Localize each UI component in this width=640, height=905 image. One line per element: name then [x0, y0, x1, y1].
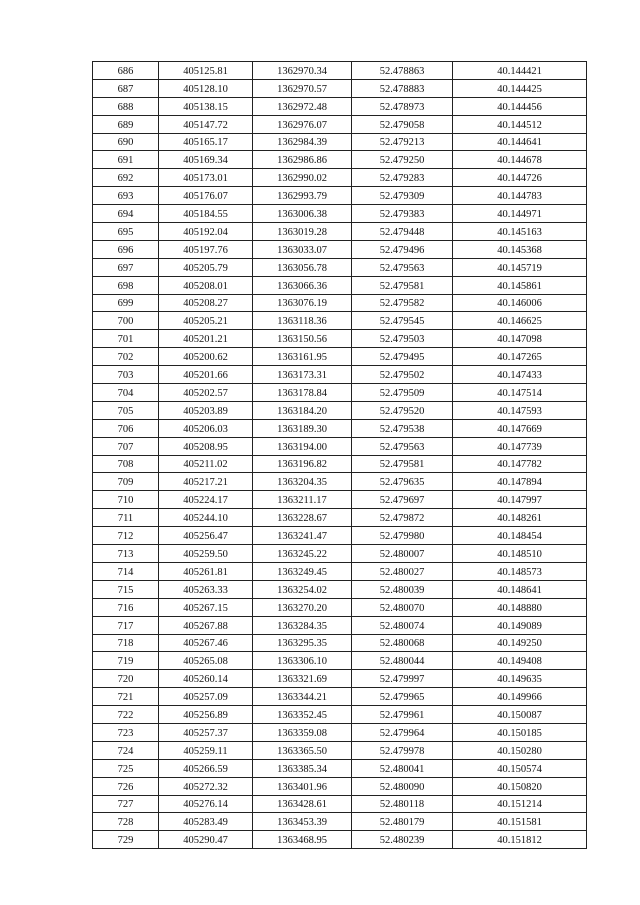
point-number-cell: 688	[93, 97, 159, 115]
x-coordinate-cell: 405200.62	[159, 348, 253, 366]
table-row	[93, 759, 587, 777]
x-coordinate-cell: 405256.89	[159, 706, 253, 724]
y-coordinate-cell: 1362972.48	[253, 97, 352, 115]
table-row	[93, 580, 587, 598]
longitude-cell: 40.144783	[453, 187, 587, 205]
y-coordinate-cell: 1363150.56	[253, 330, 352, 348]
x-coordinate-cell: 405138.15	[159, 97, 253, 115]
y-coordinate-cell: 1362990.02	[253, 169, 352, 187]
latitude-cell: 52.480068	[352, 634, 453, 652]
longitude-cell: 40.145719	[453, 258, 587, 276]
point-number-cell: 719	[93, 652, 159, 670]
point-number-cell: 729	[93, 831, 159, 849]
latitude-cell: 52.479520	[352, 401, 453, 419]
y-coordinate-cell: 1363352.45	[253, 706, 352, 724]
longitude-cell: 40.149250	[453, 634, 587, 652]
table-row	[93, 795, 587, 813]
y-coordinate-cell: 1363189.30	[253, 419, 352, 437]
x-coordinate-cell: 405267.15	[159, 598, 253, 616]
latitude-cell: 52.479978	[352, 741, 453, 759]
x-coordinate-cell: 405208.27	[159, 294, 253, 312]
table-row	[93, 545, 587, 563]
latitude-cell: 52.480118	[352, 795, 453, 813]
table-row	[93, 562, 587, 580]
latitude-cell: 52.479581	[352, 455, 453, 473]
latitude-cell: 52.479495	[352, 348, 453, 366]
table-row	[93, 670, 587, 688]
table-row	[93, 634, 587, 652]
longitude-cell: 40.144971	[453, 205, 587, 223]
longitude-cell: 40.150574	[453, 759, 587, 777]
table-row	[93, 330, 587, 348]
x-coordinate-cell: 405128.10	[159, 79, 253, 97]
y-coordinate-cell: 1363249.45	[253, 562, 352, 580]
x-coordinate-cell: 405201.21	[159, 330, 253, 348]
table-row	[93, 312, 587, 330]
latitude-cell: 52.479997	[352, 670, 453, 688]
longitude-cell: 40.144678	[453, 151, 587, 169]
latitude-cell: 52.479502	[352, 366, 453, 384]
y-coordinate-cell: 1363178.84	[253, 384, 352, 402]
x-coordinate-cell: 405260.14	[159, 670, 253, 688]
point-number-cell: 689	[93, 115, 159, 133]
point-number-cell: 716	[93, 598, 159, 616]
longitude-cell: 40.148454	[453, 527, 587, 545]
x-coordinate-cell: 405208.95	[159, 437, 253, 455]
point-number-cell: 714	[93, 562, 159, 580]
x-coordinate-cell: 405176.07	[159, 187, 253, 205]
table-row	[93, 491, 587, 509]
table-row	[93, 598, 587, 616]
longitude-cell: 40.150087	[453, 706, 587, 724]
latitude-cell: 52.479582	[352, 294, 453, 312]
y-coordinate-cell: 1363228.67	[253, 509, 352, 527]
x-coordinate-cell: 405211.02	[159, 455, 253, 473]
table-row	[93, 741, 587, 759]
point-number-cell: 693	[93, 187, 159, 205]
latitude-cell: 52.480007	[352, 545, 453, 563]
longitude-cell: 40.147433	[453, 366, 587, 384]
longitude-cell: 40.146006	[453, 294, 587, 312]
y-coordinate-cell: 1363076.19	[253, 294, 352, 312]
latitude-cell: 52.479563	[352, 258, 453, 276]
table-row	[93, 437, 587, 455]
latitude-cell: 52.479872	[352, 509, 453, 527]
point-number-cell: 707	[93, 437, 159, 455]
y-coordinate-cell: 1363306.10	[253, 652, 352, 670]
x-coordinate-cell: 405205.79	[159, 258, 253, 276]
point-number-cell: 705	[93, 401, 159, 419]
y-coordinate-cell: 1363173.31	[253, 366, 352, 384]
table-row	[93, 223, 587, 241]
point-number-cell: 704	[93, 384, 159, 402]
latitude-cell: 52.479563	[352, 437, 453, 455]
x-coordinate-cell: 405272.32	[159, 777, 253, 795]
point-number-cell: 691	[93, 151, 159, 169]
point-number-cell: 694	[93, 205, 159, 223]
point-number-cell: 710	[93, 491, 159, 509]
latitude-cell: 52.480179	[352, 813, 453, 831]
point-number-cell: 727	[93, 795, 159, 813]
table-row	[93, 723, 587, 741]
longitude-cell: 40.148880	[453, 598, 587, 616]
y-coordinate-cell: 1363245.22	[253, 545, 352, 563]
latitude-cell: 52.479383	[352, 205, 453, 223]
longitude-cell: 40.144425	[453, 79, 587, 97]
latitude-cell: 52.480039	[352, 580, 453, 598]
x-coordinate-cell: 405257.37	[159, 723, 253, 741]
point-number-cell: 717	[93, 616, 159, 634]
latitude-cell: 52.479250	[352, 151, 453, 169]
x-coordinate-cell: 405259.50	[159, 545, 253, 563]
longitude-cell: 40.151214	[453, 795, 587, 813]
longitude-cell: 40.150280	[453, 741, 587, 759]
y-coordinate-cell: 1362970.34	[253, 62, 352, 80]
table-row	[93, 79, 587, 97]
table-row	[93, 616, 587, 634]
table-row	[93, 473, 587, 491]
y-coordinate-cell: 1363019.28	[253, 223, 352, 241]
latitude-cell: 52.479283	[352, 169, 453, 187]
latitude-cell: 52.478863	[352, 62, 453, 80]
longitude-cell: 40.147593	[453, 401, 587, 419]
table-row	[93, 831, 587, 849]
table-row	[93, 348, 587, 366]
table-row	[93, 419, 587, 437]
longitude-cell: 40.148510	[453, 545, 587, 563]
y-coordinate-cell: 1363184.20	[253, 401, 352, 419]
point-number-cell: 687	[93, 79, 159, 97]
longitude-cell: 40.147782	[453, 455, 587, 473]
y-coordinate-cell: 1363066.36	[253, 276, 352, 294]
table-row	[93, 455, 587, 473]
point-number-cell: 724	[93, 741, 159, 759]
latitude-cell: 52.479509	[352, 384, 453, 402]
table-row	[93, 384, 587, 402]
latitude-cell: 52.480027	[352, 562, 453, 580]
longitude-cell: 40.144421	[453, 62, 587, 80]
latitude-cell: 52.479448	[352, 223, 453, 241]
latitude-cell: 52.479965	[352, 688, 453, 706]
point-number-cell: 690	[93, 133, 159, 151]
table-row	[93, 777, 587, 795]
y-coordinate-cell: 1363344.21	[253, 688, 352, 706]
longitude-cell: 40.147739	[453, 437, 587, 455]
longitude-cell: 40.144726	[453, 169, 587, 187]
table-row	[93, 276, 587, 294]
longitude-cell: 40.146625	[453, 312, 587, 330]
point-number-cell: 696	[93, 240, 159, 258]
longitude-cell: 40.145861	[453, 276, 587, 294]
latitude-cell: 52.479961	[352, 706, 453, 724]
point-number-cell: 711	[93, 509, 159, 527]
x-coordinate-cell: 405202.57	[159, 384, 253, 402]
x-coordinate-cell: 405290.47	[159, 831, 253, 849]
table-row	[93, 258, 587, 276]
x-coordinate-cell: 405192.04	[159, 223, 253, 241]
x-coordinate-cell: 405267.46	[159, 634, 253, 652]
longitude-cell: 40.149408	[453, 652, 587, 670]
table-row	[93, 169, 587, 187]
y-coordinate-cell: 1363161.95	[253, 348, 352, 366]
latitude-cell: 52.478973	[352, 97, 453, 115]
x-coordinate-cell: 405165.17	[159, 133, 253, 151]
y-coordinate-cell: 1362976.07	[253, 115, 352, 133]
x-coordinate-cell: 405265.08	[159, 652, 253, 670]
y-coordinate-cell: 1363194.00	[253, 437, 352, 455]
longitude-cell: 40.144512	[453, 115, 587, 133]
point-number-cell: 708	[93, 455, 159, 473]
table-row	[93, 62, 587, 80]
y-coordinate-cell: 1363428.61	[253, 795, 352, 813]
y-coordinate-cell: 1363254.02	[253, 580, 352, 598]
y-coordinate-cell: 1363359.08	[253, 723, 352, 741]
point-number-cell: 701	[93, 330, 159, 348]
point-number-cell: 721	[93, 688, 159, 706]
longitude-cell: 40.148641	[453, 580, 587, 598]
point-number-cell: 700	[93, 312, 159, 330]
point-number-cell: 695	[93, 223, 159, 241]
point-number-cell: 692	[93, 169, 159, 187]
point-number-cell: 728	[93, 813, 159, 831]
x-coordinate-cell: 405283.49	[159, 813, 253, 831]
longitude-cell: 40.148573	[453, 562, 587, 580]
latitude-cell: 52.480044	[352, 652, 453, 670]
longitude-cell: 40.147265	[453, 348, 587, 366]
table-row	[93, 706, 587, 724]
y-coordinate-cell: 1363196.82	[253, 455, 352, 473]
y-coordinate-cell: 1363295.35	[253, 634, 352, 652]
x-coordinate-cell: 405208.01	[159, 276, 253, 294]
longitude-cell: 40.151581	[453, 813, 587, 831]
x-coordinate-cell: 405206.03	[159, 419, 253, 437]
point-number-cell: 703	[93, 366, 159, 384]
latitude-cell: 52.480239	[352, 831, 453, 849]
latitude-cell: 52.479964	[352, 723, 453, 741]
longitude-cell: 40.147514	[453, 384, 587, 402]
table-row	[93, 240, 587, 258]
table-row	[93, 688, 587, 706]
latitude-cell: 52.479503	[352, 330, 453, 348]
longitude-cell: 40.149966	[453, 688, 587, 706]
y-coordinate-cell: 1362986.86	[253, 151, 352, 169]
latitude-cell: 52.479496	[352, 240, 453, 258]
longitude-cell: 40.149635	[453, 670, 587, 688]
latitude-cell: 52.479697	[352, 491, 453, 509]
x-coordinate-cell: 405173.01	[159, 169, 253, 187]
longitude-cell: 40.147894	[453, 473, 587, 491]
point-number-cell: 725	[93, 759, 159, 777]
table-row	[93, 205, 587, 223]
x-coordinate-cell: 405205.21	[159, 312, 253, 330]
y-coordinate-cell: 1363453.39	[253, 813, 352, 831]
table-row	[93, 652, 587, 670]
longitude-cell: 40.144641	[453, 133, 587, 151]
x-coordinate-cell: 405197.76	[159, 240, 253, 258]
x-coordinate-cell: 405217.21	[159, 473, 253, 491]
x-coordinate-cell: 405224.17	[159, 491, 253, 509]
point-number-cell: 720	[93, 670, 159, 688]
x-coordinate-cell: 405203.89	[159, 401, 253, 419]
longitude-cell: 40.147997	[453, 491, 587, 509]
point-number-cell: 699	[93, 294, 159, 312]
point-number-cell: 722	[93, 706, 159, 724]
latitude-cell: 52.479980	[352, 527, 453, 545]
y-coordinate-cell: 1363284.35	[253, 616, 352, 634]
coordinates-table-body	[93, 62, 587, 849]
point-number-cell: 698	[93, 276, 159, 294]
x-coordinate-cell: 405261.81	[159, 562, 253, 580]
y-coordinate-cell: 1363211.17	[253, 491, 352, 509]
latitude-cell: 52.479545	[352, 312, 453, 330]
y-coordinate-cell: 1363006.38	[253, 205, 352, 223]
latitude-cell: 52.479213	[352, 133, 453, 151]
longitude-cell: 40.150820	[453, 777, 587, 795]
y-coordinate-cell: 1363241.47	[253, 527, 352, 545]
table-row	[93, 133, 587, 151]
point-number-cell: 709	[93, 473, 159, 491]
y-coordinate-cell: 1363385.34	[253, 759, 352, 777]
table-row	[93, 187, 587, 205]
longitude-cell: 40.144456	[453, 97, 587, 115]
point-number-cell: 686	[93, 62, 159, 80]
longitude-cell: 40.147669	[453, 419, 587, 437]
table-row	[93, 151, 587, 169]
longitude-cell: 40.151812	[453, 831, 587, 849]
y-coordinate-cell: 1363204.35	[253, 473, 352, 491]
latitude-cell: 52.480041	[352, 759, 453, 777]
y-coordinate-cell: 1363365.50	[253, 741, 352, 759]
point-number-cell: 702	[93, 348, 159, 366]
latitude-cell: 52.480074	[352, 616, 453, 634]
latitude-cell: 52.479581	[352, 276, 453, 294]
y-coordinate-cell: 1362970.57	[253, 79, 352, 97]
point-number-cell: 723	[93, 723, 159, 741]
x-coordinate-cell: 405267.88	[159, 616, 253, 634]
table-row	[93, 509, 587, 527]
y-coordinate-cell: 1363321.69	[253, 670, 352, 688]
table-row	[93, 813, 587, 831]
point-number-cell: 718	[93, 634, 159, 652]
latitude-cell: 52.479309	[352, 187, 453, 205]
x-coordinate-cell: 405263.33	[159, 580, 253, 598]
longitude-cell: 40.145163	[453, 223, 587, 241]
latitude-cell: 52.478883	[352, 79, 453, 97]
y-coordinate-cell: 1362984.39	[253, 133, 352, 151]
latitude-cell: 52.479058	[352, 115, 453, 133]
x-coordinate-cell: 405201.66	[159, 366, 253, 384]
y-coordinate-cell: 1363033.07	[253, 240, 352, 258]
point-number-cell: 726	[93, 777, 159, 795]
x-coordinate-cell: 405169.34	[159, 151, 253, 169]
latitude-cell: 52.480090	[352, 777, 453, 795]
x-coordinate-cell: 405125.81	[159, 62, 253, 80]
point-number-cell: 715	[93, 580, 159, 598]
x-coordinate-cell: 405244.10	[159, 509, 253, 527]
table-row	[93, 115, 587, 133]
longitude-cell: 40.149089	[453, 616, 587, 634]
coordinates-table	[92, 61, 587, 849]
table-row	[93, 401, 587, 419]
y-coordinate-cell: 1363270.20	[253, 598, 352, 616]
y-coordinate-cell: 1363468.95	[253, 831, 352, 849]
table-row	[93, 527, 587, 545]
y-coordinate-cell: 1363401.96	[253, 777, 352, 795]
longitude-cell: 40.148261	[453, 509, 587, 527]
y-coordinate-cell: 1362993.79	[253, 187, 352, 205]
latitude-cell: 52.479538	[352, 419, 453, 437]
longitude-cell: 40.145368	[453, 240, 587, 258]
point-number-cell: 712	[93, 527, 159, 545]
longitude-cell: 40.150185	[453, 723, 587, 741]
table-row	[93, 97, 587, 115]
longitude-cell: 40.147098	[453, 330, 587, 348]
y-coordinate-cell: 1363056.78	[253, 258, 352, 276]
x-coordinate-cell: 405256.47	[159, 527, 253, 545]
y-coordinate-cell: 1363118.36	[253, 312, 352, 330]
latitude-cell: 52.480070	[352, 598, 453, 616]
x-coordinate-cell: 405147.72	[159, 115, 253, 133]
x-coordinate-cell: 405184.55	[159, 205, 253, 223]
point-number-cell: 706	[93, 419, 159, 437]
table-row	[93, 366, 587, 384]
point-number-cell: 697	[93, 258, 159, 276]
latitude-cell: 52.479635	[352, 473, 453, 491]
point-number-cell: 713	[93, 545, 159, 563]
x-coordinate-cell: 405266.59	[159, 759, 253, 777]
x-coordinate-cell: 405257.09	[159, 688, 253, 706]
table-row	[93, 294, 587, 312]
x-coordinate-cell: 405276.14	[159, 795, 253, 813]
x-coordinate-cell: 405259.11	[159, 741, 253, 759]
